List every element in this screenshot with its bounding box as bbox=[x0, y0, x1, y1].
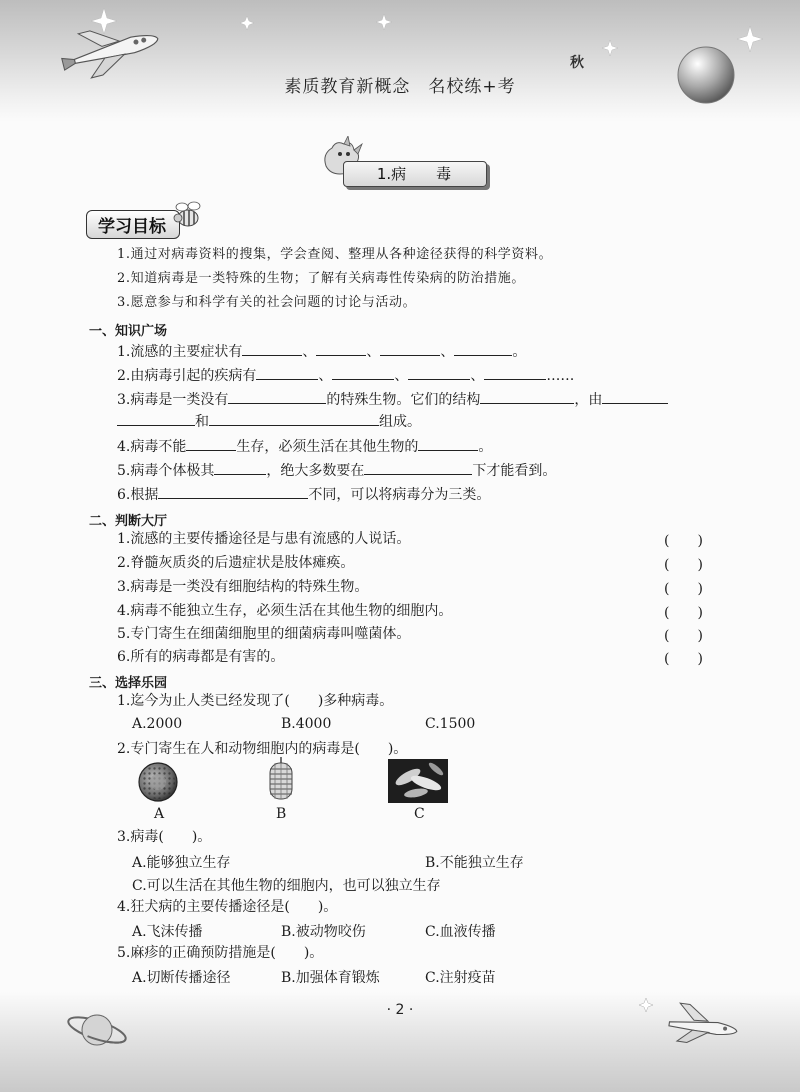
question-text: 组成。 bbox=[379, 414, 421, 430]
image-label-c: C bbox=[414, 806, 425, 822]
virus-image-a[interactable] bbox=[132, 761, 184, 803]
question-text: 和 bbox=[195, 414, 209, 430]
question-end: 。 bbox=[478, 439, 493, 455]
fill-question-3-cont bbox=[117, 411, 421, 431]
answer-blank[interactable] bbox=[228, 389, 326, 404]
objective-item: 1.通过对病毒资料的搜集，学会查阅、整理从各种途径获得的科学资料。 bbox=[117, 247, 553, 262]
question-text: 生存，必须生活在其他生物的 bbox=[236, 439, 419, 455]
section-title: 一、知识广场 bbox=[89, 324, 168, 339]
separator: 、 bbox=[394, 368, 409, 384]
fill-question-5 bbox=[117, 460, 556, 480]
answer-blank[interactable] bbox=[214, 460, 266, 475]
page-number: · 2 · bbox=[386, 1002, 414, 1018]
question-text: 6.根据 bbox=[117, 487, 159, 503]
star-icon bbox=[91, 8, 117, 34]
star-icon bbox=[737, 26, 763, 52]
judge-item: 3.病毒是一类没有细胞结构的特殊生物。 bbox=[117, 579, 369, 595]
objectives-label: 学习目标 bbox=[98, 217, 166, 237]
judge-item: 1.流感的主要传播途径是与患有流感的人说话。 bbox=[117, 531, 411, 547]
choice-question-5: 5.麻疹的正确预防措施是( )。 bbox=[117, 945, 324, 961]
question-text: 下才能看到。 bbox=[472, 463, 557, 479]
judge-item: 5.专门寄生在细菌细胞里的细菌病毒叫噬菌体。 bbox=[117, 626, 411, 642]
option-c[interactable]: C.血液传播 bbox=[425, 924, 496, 940]
fill-question-4 bbox=[117, 436, 492, 456]
answer-blank[interactable] bbox=[209, 411, 379, 426]
option-c[interactable]: C.注射疫苗 bbox=[425, 970, 496, 986]
question-text: 2.由病毒引起的疾病有 bbox=[117, 368, 257, 384]
answer-paren[interactable]: ( ) bbox=[664, 581, 703, 597]
answer-paren[interactable]: ( ) bbox=[664, 557, 703, 573]
judge-item: 4.病毒不能独立生存，必须生活在其他生物的细胞内。 bbox=[117, 603, 453, 619]
question-text: 的特殊生物。它们的结构 bbox=[326, 392, 481, 408]
option-c[interactable]: C.1500 bbox=[425, 716, 476, 732]
bee-mascot-icon bbox=[170, 198, 204, 232]
answer-blank[interactable] bbox=[454, 341, 512, 356]
answer-blank[interactable] bbox=[158, 484, 308, 499]
virus-image-c[interactable] bbox=[388, 759, 448, 803]
answer-blank[interactable] bbox=[380, 341, 440, 356]
option-b[interactable]: B.被动物咬伤 bbox=[281, 924, 366, 940]
objective-item: 2.知道病毒是一类特殊的生物；了解有关病毒性传染病的防治措施。 bbox=[117, 271, 526, 286]
star-icon bbox=[240, 16, 254, 30]
header-title: 素质教育新概念 名校练+考 bbox=[284, 77, 516, 97]
option-b[interactable]: B.加强体育锻炼 bbox=[281, 970, 380, 986]
choice-question-2: 2.专门寄生在人和动物细胞内的病毒是( )。 bbox=[117, 741, 408, 757]
option-a[interactable]: A.切断传播途径 bbox=[132, 970, 231, 986]
option-b[interactable]: B.不能独立生存 bbox=[425, 855, 524, 871]
star-icon bbox=[376, 14, 392, 30]
section-title: 二、判断大厅 bbox=[89, 514, 168, 529]
fill-question-1 bbox=[117, 341, 526, 361]
option-a[interactable]: A.2000 bbox=[132, 716, 183, 732]
answer-blank[interactable] bbox=[418, 436, 478, 451]
fill-question-2 bbox=[117, 365, 574, 385]
choice-question-1: 1.迄今为止人类已经发现了( )多种病毒。 bbox=[117, 693, 394, 709]
answer-blank[interactable] bbox=[117, 411, 195, 426]
answer-paren[interactable]: ( ) bbox=[664, 651, 703, 667]
answer-blank[interactable] bbox=[408, 365, 470, 380]
fill-question-3 bbox=[117, 389, 668, 409]
separator: 、 bbox=[440, 344, 455, 360]
answer-blank[interactable] bbox=[242, 341, 302, 356]
choice-question-4: 4.狂犬病的主要传播途径是( )。 bbox=[117, 899, 338, 915]
answer-blank[interactable] bbox=[316, 341, 366, 356]
answer-blank[interactable] bbox=[186, 436, 236, 451]
question-text: 4.病毒不能 bbox=[117, 439, 187, 455]
question-text: ，绝大多数要在 bbox=[266, 463, 365, 479]
season-label: 秋 bbox=[570, 55, 584, 71]
option-a[interactable]: A.飞沫传播 bbox=[132, 924, 203, 940]
header-decoration bbox=[0, 0, 800, 122]
section-title: 三、选择乐园 bbox=[89, 676, 168, 691]
question-text: 3.病毒是一类没有 bbox=[117, 392, 229, 408]
answer-blank[interactable] bbox=[364, 460, 472, 475]
choice-question-3: 3.病毒( )。 bbox=[117, 829, 212, 845]
separator: 、 bbox=[318, 368, 333, 384]
answer-blank[interactable] bbox=[484, 365, 546, 380]
option-b[interactable]: B.4000 bbox=[281, 716, 332, 732]
question-text: 不同，可以将病毒分为三类。 bbox=[308, 487, 491, 503]
question-text: ，由 bbox=[574, 392, 603, 408]
separator: 、 bbox=[302, 344, 317, 360]
answer-blank[interactable] bbox=[332, 365, 394, 380]
answer-paren[interactable]: ( ) bbox=[664, 628, 703, 644]
question-end: 。 bbox=[512, 344, 527, 360]
option-c[interactable]: C.可以生活在其他生物的细胞内，也可以独立生存 bbox=[132, 878, 441, 894]
star-icon bbox=[602, 40, 618, 56]
answer-blank[interactable] bbox=[480, 389, 574, 404]
answer-paren[interactable]: ( ) bbox=[664, 533, 703, 549]
judge-item: 2.脊髓灰质炎的后遗症状是肢体瘫痪。 bbox=[117, 555, 355, 571]
question-end: …… bbox=[546, 368, 575, 384]
judge-item: 6.所有的病毒都是有害的。 bbox=[117, 649, 285, 665]
answer-paren[interactable]: ( ) bbox=[664, 605, 703, 621]
separator: 、 bbox=[470, 368, 485, 384]
lesson-title: 1.病 毒 bbox=[376, 165, 452, 183]
image-label-a: A bbox=[154, 806, 165, 822]
answer-blank[interactable] bbox=[602, 389, 668, 404]
fill-question-6 bbox=[117, 484, 490, 504]
question-text: 5.病毒个体极其 bbox=[117, 463, 215, 479]
virus-image-b[interactable] bbox=[265, 757, 297, 803]
objective-item: 3.愿意参与和科学有关的社会问题的讨论与活动。 bbox=[117, 295, 417, 310]
separator: 、 bbox=[366, 344, 381, 360]
question-text: 1.流感的主要症状有 bbox=[117, 344, 243, 360]
option-a[interactable]: A.能够独立生存 bbox=[132, 855, 231, 871]
image-label-b: B bbox=[276, 806, 287, 822]
answer-blank[interactable] bbox=[256, 365, 318, 380]
